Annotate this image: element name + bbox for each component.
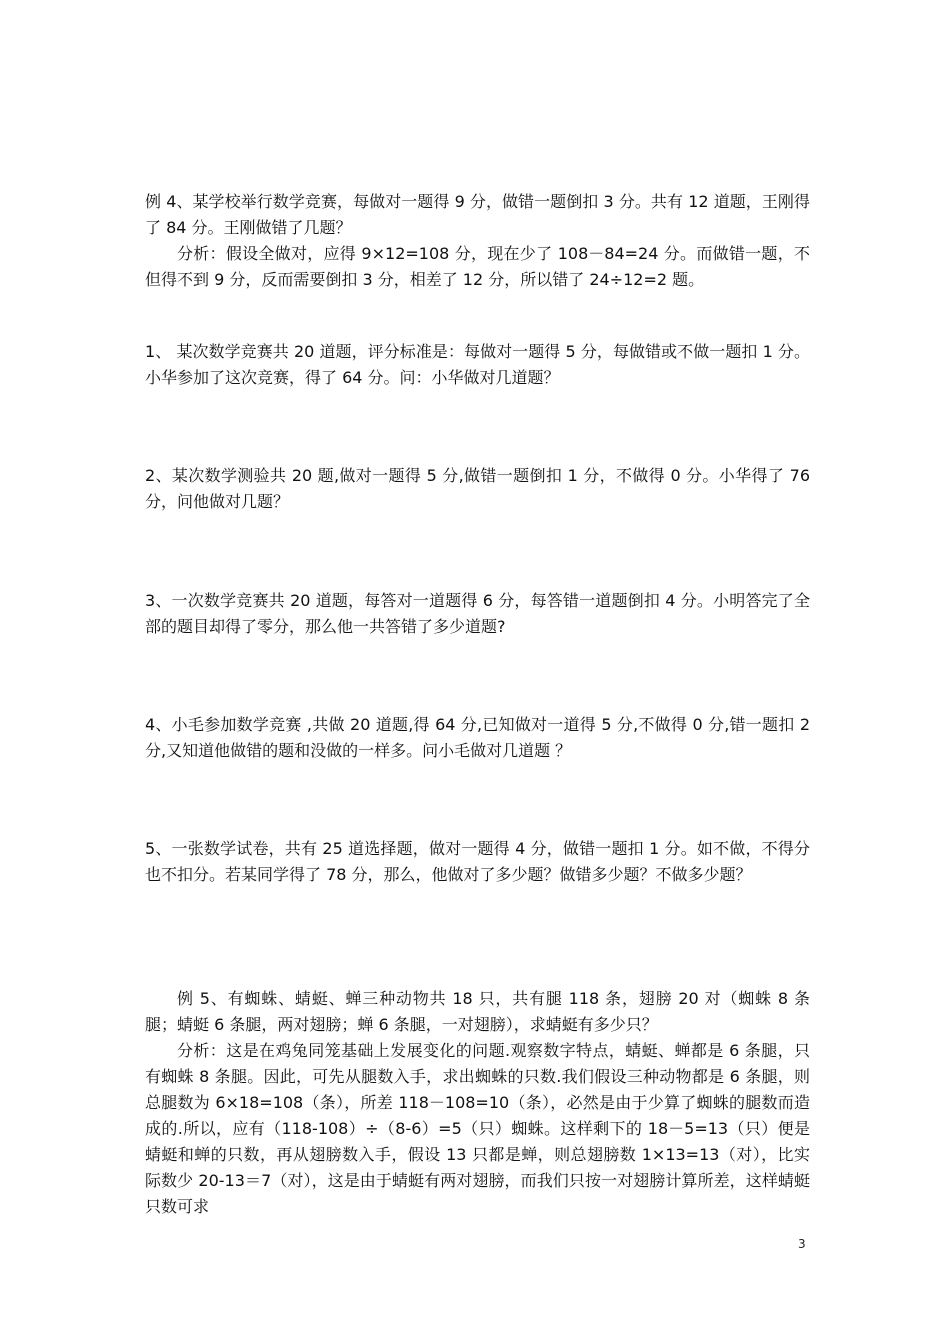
exercise-5: 5、一张数学试卷，共有 25 道选择题，做对一题得 4 分，做错一题扣 1 分。如不做，不得分也不扣分。若某同学得了 78 分，那么，他做对了多少题？做错多少题？不做多少题？ [145,839,810,884]
example-5-analysis: 分析：这是在鸡兔同笼基础上发展变化的问题.观察数字特点，蜻蜓、蝉都是 6 条腿，只有蜘蛛 8 条腿。因此，可先从腿数入手，求出蜘蛛的只数.我们假设三种动物都是 6 条腿，则总腿数为 6×18=108（条），所差 118－108=10（条），必然是由于少算了蜘蛛的腿数而造成的.所以，应有（118-108）÷（8-6）=5（只）蜘蛛。这样剩下的 18－5=13（只）便是蜻蜓和蝉的只数，再从翅膀数入手，假设 13 只都是蝉，则总翅膀数 1×13=13（对），比实际数少 20-13＝7（对），这是由于蜻蜓有两对翅膀，而我们只按一对翅膀计算所差，这样蜻蜓只数可求 [145,1041,810,1216]
exercise-3: 3、一次数学竞赛共 20 道题，每答对一道题得 6 分，每答错一道题倒扣 4 分。小明答完了全部的题目却得了零分，那么他一共答错了多少道题? [145,591,810,636]
example-5-problem: 例 5、有蜘蛛、蜻蜓、蝉三种动物共 18 只，共有腿 118 条，翅膀 20 对（蜘蛛 8 条腿；蜻蜓 6 条腿，两对翅膀；蝉 6 条腿，一对翅膀），求蜻蜓有多少只？ [145,989,810,1034]
exercise-1: 1、 某次数学竞赛共 20 道题，评分标准是：每做对一题得 5 分，每做错或不做一题扣 1 分。小华参加了这次竞赛，得了 64 分。问：小华做对几道题？ [145,342,810,387]
page-number: 3 [798,1237,806,1251]
example-4-problem: 例 4、某学校举行数学竞赛，每做对一题得 9 分，做错一题倒扣 3 分。共有 12 道题，王刚得了 84 分。王刚做错了几题？ [145,192,810,237]
exercise-4: 4、小毛参加数学竞赛 ,共做 20 道题,得 64 分,已知做对一道得 5 分,不做得 0 分,错一题扣 2 分,又知道他做错的题和没做的一样多。问小毛做对几道题 ？ [145,715,810,760]
example-4-analysis: 分析：假设全做对，应得 9×12=108 分，现在少了 108－84=24 分。而做错一题，不但得不到 9 分，反而需要倒扣 3 分，相差了 12 分，所以错了 24÷12=2 题。 [145,244,810,289]
exercise-2: 2、某次数学测验共 20 题,做对一题得 5 分,做错一题倒扣 1 分，不做得 0 分。小华得了 76 分，问他做对几题？ [145,466,810,511]
